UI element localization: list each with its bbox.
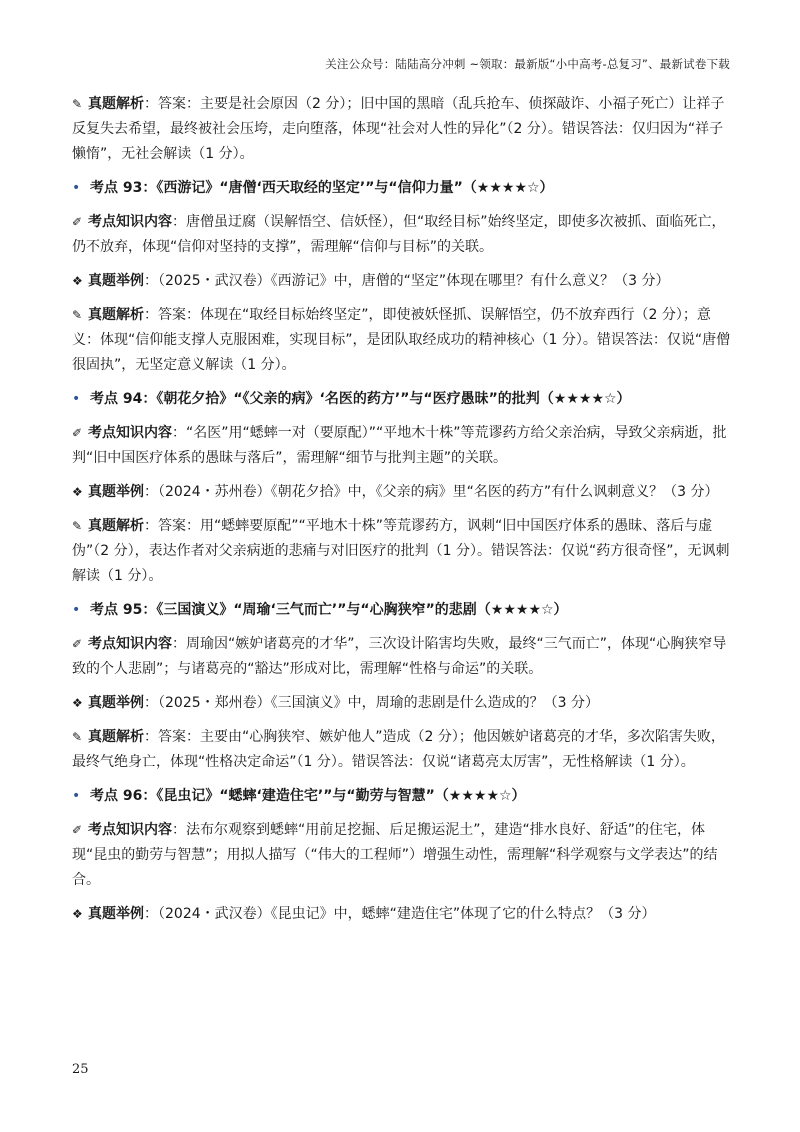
diamond-icon: ❖	[72, 696, 83, 710]
knowledge-block	[72, 421, 734, 471]
section-heading-94	[72, 387, 734, 412]
knowledge-block	[72, 210, 734, 260]
example-label: 真题举例	[88, 906, 144, 922]
diamond-icon: ❖	[72, 274, 83, 288]
diamond-icon: ❖	[72, 485, 83, 499]
answer-block	[72, 725, 734, 775]
knowledge-label: 考点知识内容	[88, 425, 172, 441]
section-heading-96	[72, 784, 734, 809]
knowledge-label: 考点知识内容	[88, 822, 172, 838]
example-text: ：（2024・苏州卷）《朝花夕拾》中，《父亲的病》里“名医的药方”有什么讽刺意义？（3 分）	[144, 484, 719, 500]
answer-label: 真题解析	[88, 729, 144, 745]
answer-block	[72, 303, 734, 378]
example-block	[72, 691, 734, 716]
knowledge-text: ：周瑜因“嫉妒诸葛亮的才华”，三次设计陷害均失败，最终“三气而亡”，体现“心胸狭窄导致的个人悲剧”；与诸葛亮的“豁达”形成对比，需理解“性格与命运”的关联。	[72, 636, 727, 677]
answer-text: ：答案：用“蟋蟀要原配”“平地木十株”等荒谬药方，讽刺“旧中国医疗体系的愚昧、落后与虚伪”（2 分），表达作者对父亲病逝的悲痛与对旧医疗的批判（1 分）。错误答法：仅说“药方很奇怪”，无讽刺解读（1 分）。	[72, 518, 730, 584]
example-block	[72, 902, 734, 927]
knowledge-text: ：法布尔观察到蟋蟀“用前足挖掘、后足搬运泥土”，建造“排水良好、舒适”的住宅，体现“昆虫的勤劳与智慧”；用拟人描写（“伟大的工程师”）增强生动性，需理解“科学观察与文学表达”的结合。	[72, 822, 718, 888]
page-content	[72, 92, 734, 936]
example-text: ：（2025・郑州卷）《三国演义》中，周瑜的悲剧是什么造成的？（3 分）	[144, 695, 599, 711]
example-label: 真题举例	[88, 273, 144, 289]
section-heading-95	[72, 598, 734, 623]
answer-block	[72, 92, 734, 167]
bullet-icon: •	[72, 391, 81, 407]
section-title: 考点 96：《昆虫记》“蟋蟀‘建造住宅’”与“勤劳与智慧”（★★★★☆）	[90, 788, 526, 804]
pen-icon: ✐	[72, 823, 83, 837]
example-text: ：（2024・武汉卷）《昆虫记》中，蟋蟀“建造住宅”体现了它的什么特点？（3 分）	[144, 906, 656, 922]
section-title: 考点 93：《西游记》“唐僧‘西天取经的坚定’”与“信仰力量”（★★★★☆）	[90, 180, 554, 196]
knowledge-text: ：唐僧虽迂腐（误解悟空、信妖怪），但“取经目标”始终坚定，即使多次被抓、面临死亡，仍不放弃，体现“信仰对坚持的支撑”，需理解“信仰与目标”的关联。	[72, 214, 726, 255]
pencil-icon: ✎	[72, 730, 83, 744]
page-number: 25	[72, 1062, 89, 1077]
section-heading-93	[72, 176, 734, 201]
answer-text: ：答案：主要由“心胸狭窄、嫉妒他人”造成（2 分）；他因嫉妒诸葛亮的才华，多次陷害失败，最终气绝身亡，体现“性格决定命运”（1 分）。错误答法：仅说“诸葛亮太厉害”，无性格解读（1 分）。	[72, 729, 725, 770]
section-title: 考点 94：《朝花夕拾》“《父亲的病》‘名医的药方’”与“医疗愚昧”的批判（★★★★☆）	[90, 391, 631, 407]
bullet-icon: •	[72, 602, 81, 618]
example-text: ：（2025・武汉卷）《西游记》中，唐僧的“坚定”体现在哪里？有什么意义？（3 分）	[144, 273, 670, 289]
example-label: 真题举例	[88, 484, 144, 500]
answer-block	[72, 514, 734, 589]
pen-icon: ✐	[72, 637, 83, 651]
knowledge-block	[72, 818, 734, 893]
example-block	[72, 480, 734, 505]
pen-icon: ✐	[72, 215, 83, 229]
section-title: 考点 95：《三国演义》“周瑜‘三气而亡’”与“心胸狭窄”的悲剧（★★★★☆）	[90, 602, 568, 618]
knowledge-block	[72, 632, 734, 682]
example-label: 真题举例	[88, 695, 144, 711]
pencil-icon: ✎	[72, 308, 83, 322]
knowledge-label: 考点知识内容	[88, 214, 172, 230]
knowledge-label: 考点知识内容	[88, 636, 172, 652]
answer-label: 真题解析	[88, 518, 144, 534]
answer-label: 真题解析	[88, 307, 144, 323]
answer-text: ：答案：主要是社会原因（2 分）；旧中国的黑暗（乱兵抢车、侦探敲诈、小福子死亡）让祥子反复失去希望，最终被社会压垮，走向堕落，体现“社会对人性的异化”（2 分）。错误答法：仅归因为“祥子懒惰”，无社会解读（1 分）。	[72, 96, 725, 162]
page-header: 关注公众号：陆陆高分冲刺 ~领取：最新版“小中高考-总复习”、最新试卷下载	[325, 57, 730, 71]
diamond-icon: ❖	[72, 907, 83, 921]
answer-label: 真题解析	[88, 96, 144, 112]
answer-text: ：答案：体现在“取经目标始终坚定”，即使被妖怪抓、误解悟空，仍不放弃西行（2 分）；意义：体现“信仰能支撑人克服困难，实现目标”，是团队取经成功的精神核心（1 分）。错误答法：仅说“唐僧很固执”，无坚定意义解读（1 分）。	[72, 307, 731, 373]
example-block	[72, 269, 734, 294]
knowledge-text: ：“名医”用“蟋蟀一对（要原配）”“平地木十株”等荒谬药方给父亲治病，导致父亲病逝，批判“旧中国医疗体系的愚昧与落后”，需理解“细节与批判主题”的关联。	[72, 425, 727, 466]
bullet-icon: •	[72, 180, 81, 196]
pencil-icon: ✎	[72, 519, 83, 533]
pencil-icon: ✎	[72, 97, 83, 111]
pen-icon: ✐	[72, 426, 83, 440]
bullet-icon: •	[72, 788, 81, 804]
